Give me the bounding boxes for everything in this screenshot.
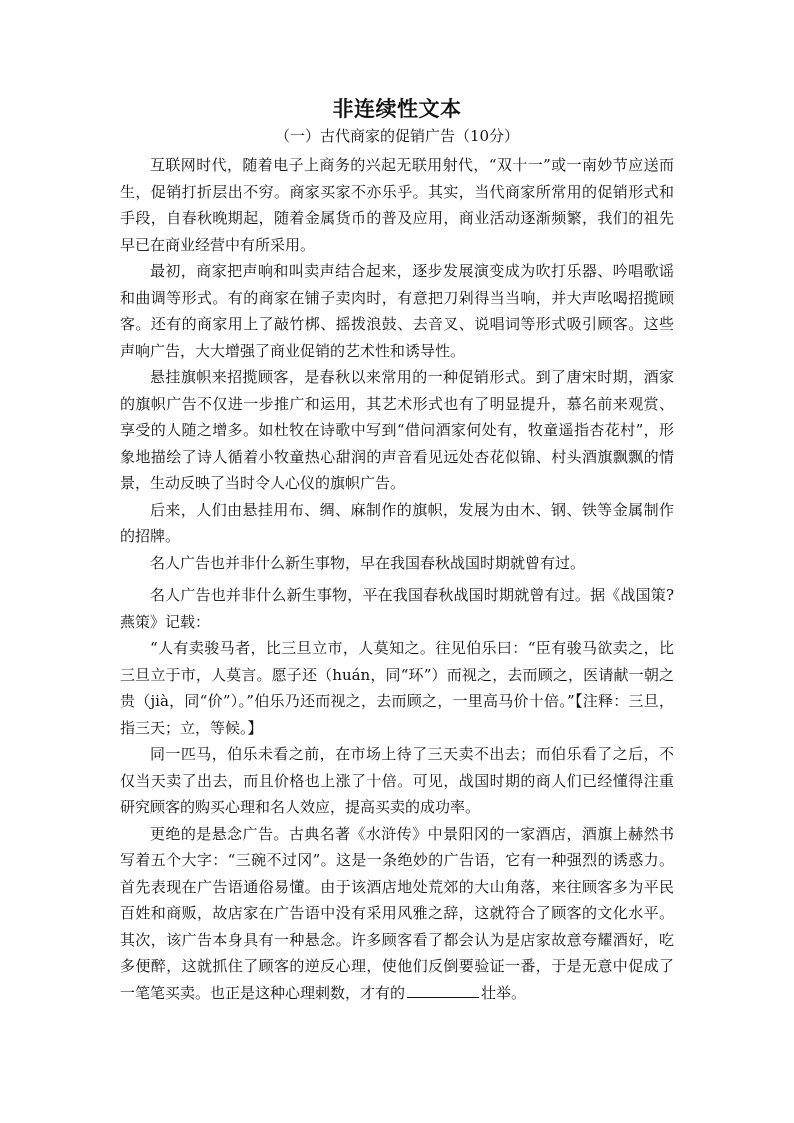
paragraph-quote: “人有卖骏马者，比三旦立市，人莫知之。往见伯乐曰：“臣有骏马欲卖之，比三旦立于市，人莫言。愿子还（huán，同“环”）而视之，去而顾之，医请献一朝之贵（jià，同“价”）。”伯乐乃还而视之，去而顾之，一里高马价十倍。”【注释：三旦，指三天；立，等候。】	[120, 639, 674, 737]
paragraph-4: 后来，人们由悬挂用布、绸、麻制作的旗帜，发展为由木、钢、铁等金属制作的招牌。	[120, 500, 674, 545]
paragraph-9-text: 更绝的是悬念广告。古典名著《水浒传》中景阳冈的一家酒店，酒旗上赫然书写着五个大字：“三碗不过冈”。这是一条绝妙的广告语，它有一种强烈的诱惑力。首先表现在广告语通俗易懂。由于该酒店地处荒郊的大山角落，来往顾客多为平民百姓和商贩，故店家在广告语中没有采用风雅之辞，这就符合了顾客的文化水平。其次，该广告本身具有一种悬念。许多顾客看了都会认为是店家故意夸耀酒好，吃多便醉，这就抓住了顾客的逆反心理，使他们反倒要验证一番，于是无意中促成了一笔笔买卖。也正是这种心理刺数，才有的	[120, 824, 674, 1002]
paragraph-6: 名人广告也并非什么新生事物，平在我国春秋战国时期就曾有过。据《战国策?燕策》记载：	[120, 586, 674, 631]
paragraph-9-ending: 壮举。	[481, 983, 527, 1002]
fill-in-blank[interactable]	[407, 981, 479, 998]
paragraph-3: 悬挂旗帜来招揽顾客，是春秋以来常用的一种促销形式。到了唐宋时期，酒家的旗帜广告不仅进一步推广和运用，其艺术形式也有了明显提升，慕名前来观赏、享受的人随之增多。如杜牧在诗歌中写到“借问酒家何处有，牧童遥指杏花村”，形象地描绘了诗人循着小牧童热心甜润的声音看见远处杏花似锦、村头酒旗飘飘的情景，生动反映了当时令人心仪的旗帜广告。	[120, 368, 674, 492]
document-title: 非连续性文本	[332, 96, 462, 121]
paragraph-5: 名人广告也并非什么新生事物，早在我国春秋战国时期就曾有过。	[150, 553, 586, 572]
document-body	[120, 94, 674, 1006]
paragraph-1: 互联网时代，随着电子上商务的兴起无联用射代，“双十一”或一南妙节应送而生，促销打折层出不穷。商家买家不亦乐乎。其实，当代商家所常用的促销形式和手段，自春秋晚期起，随着金属货币的普及应用，商业活动逐渐频繁，我们的祖先早已在商业经营中有所采用。	[120, 156, 674, 254]
paragraph-9	[120, 821, 674, 1007]
paragraph-8: 同一匹马，伯乐未看之前，在市场上待了三天卖不出去；而伯乐看了之后，不仅当天卖了出去，而且价格也上涨了十倍。可见，战国时期的商人们已经懂得注重研究顾客的购买心理和名人效应，提高买卖的成功率。	[120, 745, 674, 816]
paragraph-2: 最初，商家把声响和叫卖声结合起来，逐步发展演变成为吹打乐器、吟唱歌谣和曲调等形式。有的商家在铺子卖肉时，有意把刀剁得当当响，并大声吆喝招揽顾客。还有的商家用上了敲竹梆、摇拨浪鼓、去音叉、说唱词等形式吸引顾客。这些声响广告，大大增强了商业促销的艺术性和诱导性。	[120, 262, 674, 360]
section-subtitle: （一）古代商家的促销广告（10分）	[274, 127, 520, 145]
